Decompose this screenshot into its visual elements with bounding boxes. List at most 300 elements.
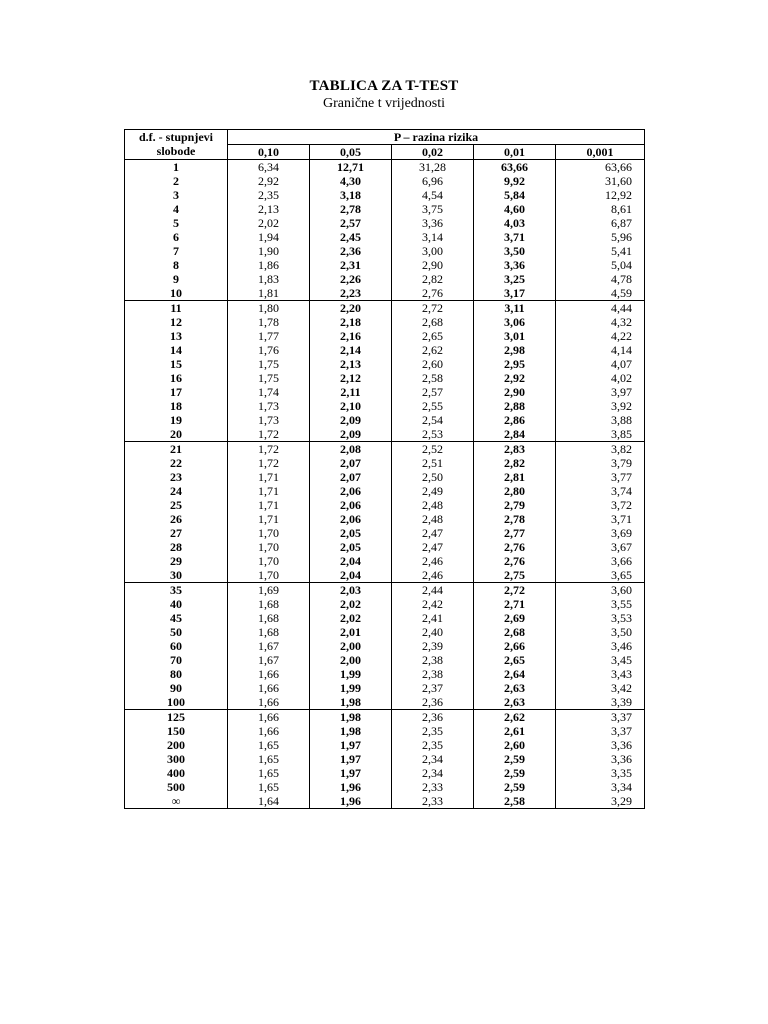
t-value-cell: 3,53 [556, 611, 645, 625]
table-row [125, 329, 645, 343]
t-value-cell: 2,18 [310, 315, 392, 329]
t-value-cell: 2,11 [310, 385, 392, 399]
t-value-cell: 3,71 [474, 230, 556, 244]
t-value-cell: 12,71 [310, 160, 392, 175]
t-value-cell: 3,71 [556, 512, 645, 526]
t-value-cell: 2,50 [392, 470, 474, 484]
table-row [125, 371, 645, 385]
t-value-cell: 1,65 [228, 780, 310, 794]
t-value-cell: 3,42 [556, 681, 645, 695]
t-value-cell: 1,66 [228, 695, 310, 710]
t-value-cell: 2,53 [392, 427, 474, 442]
df-cell: 2 [125, 174, 228, 188]
t-value-cell: 2,77 [474, 526, 556, 540]
t-value-cell: 2,13 [310, 357, 392, 371]
table-row [125, 625, 645, 639]
t-value-cell: 6,96 [392, 174, 474, 188]
df-cell: 19 [125, 413, 228, 427]
t-value-cell: 2,57 [310, 216, 392, 230]
t-value-cell: 1,66 [228, 681, 310, 695]
t-value-cell: 12,92 [556, 188, 645, 202]
t-value-cell: 3,11 [474, 301, 556, 316]
t-value-cell: 2,52 [392, 442, 474, 457]
t-value-cell: 1,66 [228, 710, 310, 725]
table-row [125, 540, 645, 554]
t-value-cell: 1,66 [228, 667, 310, 681]
t-value-cell: 1,72 [228, 427, 310, 442]
t-value-cell: 5,96 [556, 230, 645, 244]
t-value-cell: 1,71 [228, 484, 310, 498]
table-row [125, 456, 645, 470]
t-value-cell: 3,46 [556, 639, 645, 653]
t-value-cell: 1,72 [228, 456, 310, 470]
df-cell: 50 [125, 625, 228, 639]
t-value-cell: 1,81 [228, 286, 310, 301]
table-row [125, 427, 645, 442]
t-value-cell: 1,65 [228, 752, 310, 766]
t-value-cell: 1,67 [228, 653, 310, 667]
df-cell: 9 [125, 272, 228, 286]
t-value-cell: 3,75 [392, 202, 474, 216]
t-value-cell: 1,68 [228, 597, 310, 611]
t-value-cell: 2,82 [392, 272, 474, 286]
t-value-cell: 3,06 [474, 315, 556, 329]
t-value-cell: 2,39 [392, 639, 474, 653]
t-value-cell: 3,37 [556, 710, 645, 725]
t-value-cell: 1,70 [228, 540, 310, 554]
t-value-cell: 2,36 [310, 244, 392, 258]
t-value-cell: 4,22 [556, 329, 645, 343]
table-row [125, 498, 645, 512]
t-value-cell: 3,69 [556, 526, 645, 540]
p-column-header: 0,05 [310, 145, 392, 160]
t-value-cell: 2,12 [310, 371, 392, 385]
t-value-cell: 1,96 [310, 780, 392, 794]
table-row [125, 258, 645, 272]
t-value-cell: 3,01 [474, 329, 556, 343]
t-test-table [124, 129, 645, 809]
t-value-cell: 1,70 [228, 568, 310, 583]
t-value-cell: 2,38 [392, 653, 474, 667]
t-value-cell: 4,59 [556, 286, 645, 301]
t-value-cell: 3,14 [392, 230, 474, 244]
df-cell: 27 [125, 526, 228, 540]
t-value-cell: 3,34 [556, 780, 645, 794]
t-value-cell: 2,01 [310, 625, 392, 639]
t-value-cell: 2,57 [392, 385, 474, 399]
t-value-cell: 3,77 [556, 470, 645, 484]
t-value-cell: 2,90 [474, 385, 556, 399]
t-value-cell: 5,84 [474, 188, 556, 202]
t-value-cell: 1,74 [228, 385, 310, 399]
df-cell: 12 [125, 315, 228, 329]
t-value-cell: 2,13 [228, 202, 310, 216]
t-value-cell: 2,58 [392, 371, 474, 385]
df-cell: 15 [125, 357, 228, 371]
p-level-header: P – razina rizika [228, 130, 645, 145]
t-value-cell: 2,33 [392, 794, 474, 809]
df-cell: 8 [125, 258, 228, 272]
t-value-cell: 4,32 [556, 315, 645, 329]
t-value-cell: 3,67 [556, 540, 645, 554]
table-row [125, 611, 645, 625]
table-row [125, 315, 645, 329]
table-row [125, 188, 645, 202]
table-row [125, 413, 645, 427]
t-value-cell: 2,84 [474, 427, 556, 442]
t-value-cell: 2,26 [310, 272, 392, 286]
t-value-cell: 4,30 [310, 174, 392, 188]
t-value-cell: 1,73 [228, 399, 310, 413]
t-value-cell: 2,83 [474, 442, 556, 457]
t-value-cell: 9,92 [474, 174, 556, 188]
table-row [125, 470, 645, 484]
t-value-cell: 2,35 [392, 738, 474, 752]
t-value-cell: 2,41 [392, 611, 474, 625]
table-row [125, 202, 645, 216]
t-value-cell: 2,76 [474, 554, 556, 568]
df-cell: 80 [125, 667, 228, 681]
t-value-cell: 4,54 [392, 188, 474, 202]
df-cell: 100 [125, 695, 228, 710]
df-cell: 150 [125, 724, 228, 738]
t-value-cell: 1,97 [310, 738, 392, 752]
df-cell: 125 [125, 710, 228, 725]
t-value-cell: 2,06 [310, 484, 392, 498]
table-row [125, 752, 645, 766]
df-cell: 30 [125, 568, 228, 583]
t-value-cell: 3,25 [474, 272, 556, 286]
table-row [125, 357, 645, 371]
t-value-cell: 2,63 [474, 695, 556, 710]
t-value-cell: 2,68 [474, 625, 556, 639]
t-value-cell: 2,76 [474, 540, 556, 554]
table-row [125, 724, 645, 738]
t-value-cell: 2,59 [474, 752, 556, 766]
t-value-cell: 1,98 [310, 695, 392, 710]
t-value-cell: 1,98 [310, 724, 392, 738]
t-value-cell: 3,74 [556, 484, 645, 498]
t-value-cell: 2,64 [474, 667, 556, 681]
t-value-cell: 2,07 [310, 470, 392, 484]
t-value-cell: 2,49 [392, 484, 474, 498]
t-value-cell: 2,54 [392, 413, 474, 427]
t-value-cell: 1,94 [228, 230, 310, 244]
df-cell: 23 [125, 470, 228, 484]
t-value-cell: 2,92 [474, 371, 556, 385]
df-cell: 24 [125, 484, 228, 498]
df-cell: 5 [125, 216, 228, 230]
table-body [125, 160, 645, 809]
df-cell: 60 [125, 639, 228, 653]
table-row [125, 385, 645, 399]
t-value-cell: 3,43 [556, 667, 645, 681]
t-value-cell: 2,37 [392, 681, 474, 695]
t-value-cell: 2,46 [392, 554, 474, 568]
t-value-cell: 3,55 [556, 597, 645, 611]
table-row [125, 568, 645, 583]
table-row [125, 794, 645, 809]
t-value-cell: 2,02 [228, 216, 310, 230]
t-value-cell: 1,72 [228, 442, 310, 457]
table-row [125, 301, 645, 316]
df-cell: 22 [125, 456, 228, 470]
df-cell: 18 [125, 399, 228, 413]
t-value-cell: 1,90 [228, 244, 310, 258]
t-value-cell: 2,02 [310, 611, 392, 625]
table-row [125, 230, 645, 244]
table-row [125, 681, 645, 695]
t-value-cell: 3,85 [556, 427, 645, 442]
df-cell: 200 [125, 738, 228, 752]
t-value-cell: 3,45 [556, 653, 645, 667]
t-value-cell: 2,47 [392, 526, 474, 540]
t-value-cell: 1,71 [228, 512, 310, 526]
df-cell: 25 [125, 498, 228, 512]
t-value-cell: 1,70 [228, 554, 310, 568]
t-value-cell: 2,35 [392, 724, 474, 738]
t-value-cell: 2,63 [474, 681, 556, 695]
t-value-cell: 2,44 [392, 583, 474, 598]
t-value-cell: 1,64 [228, 794, 310, 809]
t-value-cell: 63,66 [556, 160, 645, 175]
df-cell: 14 [125, 343, 228, 357]
t-value-cell: 2,46 [392, 568, 474, 583]
df-cell: 70 [125, 653, 228, 667]
t-value-cell: 2,81 [474, 470, 556, 484]
df-cell: 6 [125, 230, 228, 244]
t-value-cell: 6,34 [228, 160, 310, 175]
t-value-cell: 2,10 [310, 399, 392, 413]
df-cell: 17 [125, 385, 228, 399]
t-value-cell: 2,48 [392, 512, 474, 526]
df-cell: 11 [125, 301, 228, 316]
table-row [125, 286, 645, 301]
t-value-cell: 63,66 [474, 160, 556, 175]
t-value-cell: 3,72 [556, 498, 645, 512]
table-row [125, 710, 645, 725]
df-cell: 400 [125, 766, 228, 780]
t-value-cell: 3,82 [556, 442, 645, 457]
table-row [125, 484, 645, 498]
t-value-cell: 2,42 [392, 597, 474, 611]
df-cell: 35 [125, 583, 228, 598]
t-value-cell: 2,82 [474, 456, 556, 470]
df-cell: 3 [125, 188, 228, 202]
t-value-cell: 2,75 [474, 568, 556, 583]
df-column-header [125, 130, 228, 160]
t-value-cell: 2,78 [310, 202, 392, 216]
df-cell: 40 [125, 597, 228, 611]
df-label-line1: d.f. - stupnjevi [138, 130, 213, 144]
t-value-cell: 2,36 [392, 695, 474, 710]
page-subtitle: Granične t vrijednosti [322, 96, 446, 111]
t-value-cell: 2,06 [310, 512, 392, 526]
t-value-cell: 1,99 [310, 667, 392, 681]
t-value-cell: 2,23 [310, 286, 392, 301]
p-column-header: 0,02 [392, 145, 474, 160]
t-value-cell: 1,70 [228, 526, 310, 540]
df-cell: 10 [125, 286, 228, 301]
t-value-cell: 2,86 [474, 413, 556, 427]
df-cell: 20 [125, 427, 228, 442]
t-value-cell: 2,38 [392, 667, 474, 681]
t-value-cell: 1,68 [228, 611, 310, 625]
t-value-cell: 4,07 [556, 357, 645, 371]
t-value-cell: 1,67 [228, 639, 310, 653]
p-column-header: 0,001 [556, 145, 645, 160]
page-title: TABLICA ZA T-TEST [309, 78, 459, 94]
t-value-cell: 3,39 [556, 695, 645, 710]
t-value-cell: 2,05 [310, 526, 392, 540]
t-value-cell: 3,66 [556, 554, 645, 568]
table-row [125, 216, 645, 230]
table-row [125, 766, 645, 780]
t-value-cell: 1,97 [310, 752, 392, 766]
t-value-cell: 2,71 [474, 597, 556, 611]
t-value-cell: 3,37 [556, 724, 645, 738]
df-cell: 28 [125, 540, 228, 554]
t-value-cell: 31,60 [556, 174, 645, 188]
t-value-cell: 1,71 [228, 498, 310, 512]
t-value-cell: 1,96 [310, 794, 392, 809]
t-value-cell: 2,48 [392, 498, 474, 512]
t-value-cell: 1,76 [228, 343, 310, 357]
table-row [125, 272, 645, 286]
t-value-cell: 2,34 [392, 766, 474, 780]
t-value-cell: 1,65 [228, 766, 310, 780]
t-value-cell: 2,58 [474, 794, 556, 809]
t-value-cell: 2,72 [474, 583, 556, 598]
p-column-header: 0,10 [228, 145, 310, 160]
t-value-cell: 5,41 [556, 244, 645, 258]
t-value-cell: 2,95 [474, 357, 556, 371]
table-row [125, 583, 645, 598]
t-value-cell: 3,50 [474, 244, 556, 258]
t-value-cell: 3,79 [556, 456, 645, 470]
t-value-cell: 3,92 [556, 399, 645, 413]
t-value-cell: 2,35 [228, 188, 310, 202]
t-value-cell: 2,33 [392, 780, 474, 794]
t-value-cell: 2,62 [392, 343, 474, 357]
table-row [125, 667, 645, 681]
t-value-cell: 4,44 [556, 301, 645, 316]
df-cell: 90 [125, 681, 228, 695]
t-value-cell: 3,29 [556, 794, 645, 809]
table-row [125, 343, 645, 357]
table-row [125, 597, 645, 611]
t-value-cell: 2,14 [310, 343, 392, 357]
t-value-cell: 3,36 [556, 752, 645, 766]
df-cell: 300 [125, 752, 228, 766]
t-value-cell: 2,36 [392, 710, 474, 725]
t-value-cell: 2,65 [392, 329, 474, 343]
table-row [125, 738, 645, 752]
df-cell: 13 [125, 329, 228, 343]
df-cell: 45 [125, 611, 228, 625]
t-value-cell: 2,51 [392, 456, 474, 470]
t-value-cell: 2,07 [310, 456, 392, 470]
t-value-cell: 8,61 [556, 202, 645, 216]
t-value-cell: 2,59 [474, 766, 556, 780]
t-value-cell: 2,60 [474, 738, 556, 752]
t-value-cell: 2,59 [474, 780, 556, 794]
t-value-cell: 3,35 [556, 766, 645, 780]
table-row [125, 244, 645, 258]
t-value-cell: 4,02 [556, 371, 645, 385]
df-cell: 16 [125, 371, 228, 385]
t-value-cell: 1,83 [228, 272, 310, 286]
t-value-cell: 1,78 [228, 315, 310, 329]
t-value-cell: 2,90 [392, 258, 474, 272]
df-cell: 1 [125, 160, 228, 175]
df-cell: 26 [125, 512, 228, 526]
table-row [125, 653, 645, 667]
t-value-cell: 4,03 [474, 216, 556, 230]
t-value-cell: 4,60 [474, 202, 556, 216]
df-cell: 500 [125, 780, 228, 794]
t-value-cell: 2,69 [474, 611, 556, 625]
t-value-cell: 1,98 [310, 710, 392, 725]
t-value-cell: 2,00 [310, 653, 392, 667]
p-column-header: 0,01 [474, 145, 556, 160]
table-row [125, 554, 645, 568]
table-row [125, 780, 645, 794]
table-row [125, 174, 645, 188]
t-value-cell: 1,71 [228, 470, 310, 484]
t-value-cell: 3,18 [310, 188, 392, 202]
table-row [125, 526, 645, 540]
t-value-cell: 3,17 [474, 286, 556, 301]
t-value-cell: 2,00 [310, 639, 392, 653]
t-value-cell: 1,97 [310, 766, 392, 780]
t-value-cell: 2,78 [474, 512, 556, 526]
t-value-cell: 2,09 [310, 427, 392, 442]
t-value-cell: 2,04 [310, 554, 392, 568]
t-value-cell: 1,66 [228, 724, 310, 738]
t-value-cell: 2,61 [474, 724, 556, 738]
df-cell: ∞ [125, 794, 228, 809]
t-value-cell: 2,03 [310, 583, 392, 598]
df-cell: 4 [125, 202, 228, 216]
t-value-cell: 1,69 [228, 583, 310, 598]
t-value-cell: 2,76 [392, 286, 474, 301]
t-value-cell: 31,28 [392, 160, 474, 175]
t-value-cell: 1,75 [228, 371, 310, 385]
t-value-cell: 1,80 [228, 301, 310, 316]
t-value-cell: 2,16 [310, 329, 392, 343]
t-value-cell: 2,72 [392, 301, 474, 316]
t-value-cell: 4,78 [556, 272, 645, 286]
t-value-cell: 3,88 [556, 413, 645, 427]
t-value-cell: 6,87 [556, 216, 645, 230]
t-value-cell: 1,77 [228, 329, 310, 343]
t-value-cell: 2,88 [474, 399, 556, 413]
t-value-cell: 3,36 [474, 258, 556, 272]
t-value-cell: 4,14 [556, 343, 645, 357]
t-value-cell: 2,34 [392, 752, 474, 766]
t-value-cell: 1,75 [228, 357, 310, 371]
t-value-cell: 3,36 [392, 216, 474, 230]
t-value-cell: 2,92 [228, 174, 310, 188]
t-value-cell: 2,62 [474, 710, 556, 725]
t-value-cell: 3,60 [556, 583, 645, 598]
t-value-cell: 2,47 [392, 540, 474, 554]
table-row [125, 160, 645, 175]
t-value-cell: 2,65 [474, 653, 556, 667]
t-value-cell: 2,20 [310, 301, 392, 316]
t-value-cell: 2,04 [310, 568, 392, 583]
